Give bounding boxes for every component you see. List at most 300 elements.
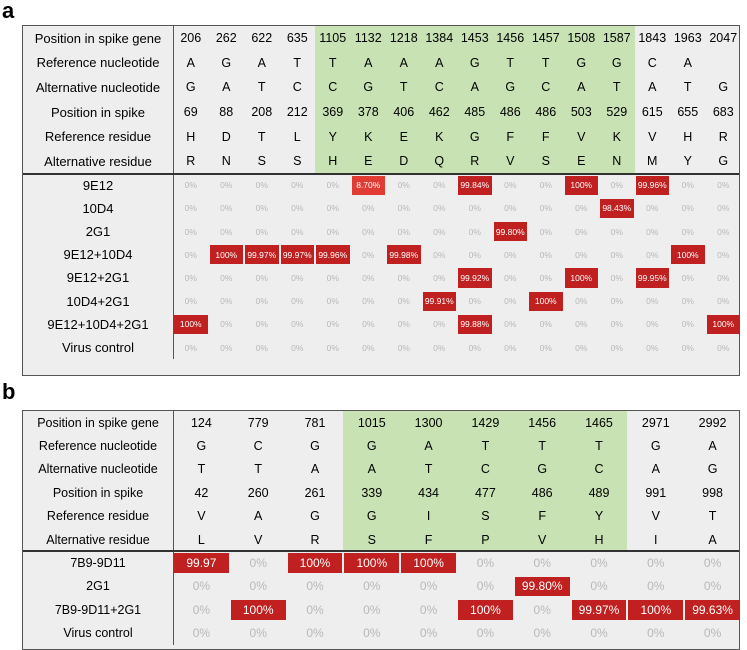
mutation-frequency-cell: 100%	[570, 272, 593, 283]
zero-frequency-cell: 0%	[539, 319, 552, 330]
header-cell: 206	[180, 31, 202, 46]
zero-frequency-cell: 0%	[646, 203, 659, 214]
header-cell: C	[253, 439, 263, 454]
zero-frequency-cell: 0%	[220, 203, 233, 214]
zero-frequency-cell: 0%	[255, 319, 268, 330]
mutation-frequency-cell: 99.80%	[495, 226, 525, 237]
zero-frequency-cell: 0%	[363, 602, 381, 617]
zero-frequency-cell: 0%	[397, 342, 410, 353]
zero-frequency-cell: 0%	[192, 579, 211, 594]
zero-frequency-cell: 0%	[717, 203, 730, 214]
header-cell: A	[577, 80, 586, 95]
mutation-frequency-cell: 100%	[242, 602, 274, 617]
zero-frequency-cell: 0%	[533, 626, 551, 641]
header-cell: C	[434, 80, 444, 95]
header-cell: V	[651, 509, 660, 524]
header-cell: T	[399, 80, 408, 95]
header-cell: A	[424, 439, 433, 454]
zero-frequency-cell: 0%	[306, 579, 324, 594]
zero-frequency-cell: 0%	[326, 342, 339, 353]
header-cell: I	[426, 509, 431, 524]
header-cell: G	[650, 439, 661, 454]
zero-frequency-cell: 0%	[646, 296, 659, 307]
mutation-frequency-cell: 99.80%	[521, 579, 563, 594]
zero-frequency-cell: 0%	[184, 203, 197, 214]
zero-frequency-cell: 0%	[255, 272, 268, 283]
header-cell: 2971	[641, 415, 670, 430]
zero-frequency-cell: 0%	[533, 556, 551, 571]
header-cell: G	[366, 509, 377, 524]
zero-frequency-cell: 0%	[468, 203, 481, 214]
header-cell: T	[257, 80, 266, 95]
row-label: 2G1	[86, 579, 110, 594]
header-cell: V	[538, 532, 547, 547]
zero-frequency-cell: 0%	[362, 272, 375, 283]
zero-frequency-cell: 0%	[468, 342, 481, 353]
header-row-label: Reference nucleotide	[38, 439, 158, 454]
mutation-frequency-cell: 99.97%	[247, 249, 277, 260]
zero-frequency-cell: 0%	[539, 249, 552, 260]
row-label: 10D4+2G1	[66, 293, 130, 309]
header-cell: A	[254, 509, 263, 524]
header-cell: T	[328, 55, 337, 70]
header-cell: R	[718, 129, 728, 144]
header-cell: 486	[531, 485, 553, 500]
header-cell: G	[185, 80, 196, 95]
header-cell: A	[186, 55, 195, 70]
zero-frequency-cell: 0%	[255, 342, 268, 353]
header-cell: G	[611, 55, 622, 70]
header-cell: E	[399, 129, 408, 144]
zero-frequency-cell: 0%	[220, 296, 233, 307]
zero-frequency-cell: 0%	[433, 180, 446, 191]
header-cell: C	[480, 462, 490, 477]
zero-frequency-cell: 0%	[326, 319, 339, 330]
header-cell: T	[506, 55, 515, 70]
header-row-label: Position in spike	[52, 485, 144, 500]
zero-frequency-cell: 0%	[326, 272, 339, 283]
zero-frequency-cell: 0%	[362, 226, 375, 237]
zero-frequency-cell: 0%	[397, 180, 410, 191]
header-cell: T	[197, 462, 206, 477]
zero-frequency-cell: 0%	[504, 272, 517, 283]
mutation-frequency-cell: 99.63%	[692, 602, 733, 617]
header-cell: G	[310, 439, 320, 454]
header-cell: S	[367, 532, 376, 547]
header-cell: 1963	[673, 31, 702, 46]
zero-frequency-cell: 0%	[504, 319, 517, 330]
header-cell: 1300	[414, 415, 443, 430]
header-cell: 406	[393, 105, 415, 120]
zero-frequency-cell: 0%	[291, 203, 304, 214]
zero-frequency-cell: 0%	[539, 272, 552, 283]
header-cell: 998	[702, 485, 724, 500]
header-cell: F	[538, 509, 547, 524]
header-cell: Q	[434, 154, 445, 169]
header-cell: K	[612, 129, 621, 144]
row-label: Virus control	[61, 340, 134, 356]
header-cell: A	[257, 55, 266, 70]
mutation-frequency-cell: 99.95%	[637, 272, 667, 283]
zero-frequency-cell: 0%	[184, 180, 197, 191]
header-cell: R	[310, 532, 320, 547]
mutation-frequency-cell: 100%	[470, 602, 501, 617]
zero-frequency-cell: 0%	[575, 249, 588, 260]
header-cell: T	[481, 439, 490, 454]
row-label: 9E12	[82, 177, 114, 193]
zero-frequency-cell: 0%	[590, 579, 608, 594]
header-cell: N	[612, 154, 622, 169]
header-cell: A	[708, 532, 717, 547]
header-cell: 1429	[471, 415, 500, 430]
zero-frequency-cell: 0%	[291, 319, 304, 330]
header-cell: 1843	[638, 31, 667, 46]
mutation-frequency-cell: 99.96%	[637, 180, 667, 191]
zero-frequency-cell: 0%	[326, 180, 339, 191]
zero-frequency-cell: 0%	[681, 203, 694, 214]
header-cell: 781	[304, 415, 326, 430]
header-cell: V	[506, 154, 515, 169]
zero-frequency-cell: 0%	[717, 272, 730, 283]
zero-frequency-cell: 0%	[255, 180, 268, 191]
header-cell: 1453	[460, 31, 489, 46]
zero-frequency-cell: 0%	[255, 226, 268, 237]
zero-frequency-cell: 0%	[433, 319, 446, 330]
header-cell: S	[293, 154, 302, 169]
header-cell: 1105	[319, 31, 347, 46]
header-cell: V	[577, 129, 586, 144]
zero-frequency-cell: 0%	[397, 296, 410, 307]
header-cell: G	[718, 154, 729, 169]
header-row-label: Reference nucleotide	[36, 55, 160, 71]
zero-frequency-cell: 0%	[249, 556, 267, 571]
zero-frequency-cell: 0%	[476, 556, 495, 571]
zero-frequency-cell: 0%	[419, 579, 438, 594]
header-cell: Y	[594, 509, 604, 524]
zero-frequency-cell: 0%	[184, 342, 197, 353]
header-cell: T	[254, 462, 263, 477]
header-cell: 1218	[389, 31, 418, 46]
zero-frequency-cell: 0%	[575, 319, 588, 330]
zero-frequency-cell: 0%	[590, 556, 608, 571]
header-cell: G	[363, 80, 374, 95]
header-cell: G	[505, 80, 516, 95]
zero-frequency-cell: 0%	[306, 626, 324, 641]
header-cell: H	[328, 154, 338, 169]
header-cell: T	[293, 55, 302, 70]
header-row-label: Reference residue	[46, 509, 150, 524]
header-cell: A	[435, 55, 444, 70]
header-cell: N	[221, 154, 231, 169]
zero-frequency-cell: 0%	[646, 226, 659, 237]
mutation-frequency-cell: 100%	[356, 556, 388, 571]
header-cell: A	[708, 439, 717, 454]
header-cell: 42	[194, 485, 209, 500]
zero-frequency-cell: 0%	[610, 319, 623, 330]
header-cell: K	[435, 129, 444, 144]
header-cell: 503	[570, 105, 592, 120]
mutation-frequency-cell: 100%	[534, 296, 557, 307]
header-cell: 635	[286, 31, 308, 46]
zero-frequency-cell: 0%	[291, 226, 304, 237]
header-cell: L	[293, 129, 301, 144]
zero-frequency-cell: 0%	[681, 180, 694, 191]
mutation-frequency-cell: 99.96%	[318, 249, 348, 260]
header-cell: T	[708, 509, 717, 524]
header-cell: C	[647, 55, 657, 70]
mutation-frequency-cell: 99.91%	[424, 296, 454, 307]
zero-frequency-cell: 0%	[681, 342, 694, 353]
zero-frequency-cell: 0%	[539, 226, 552, 237]
zero-frequency-cell: 0%	[717, 249, 730, 260]
header-cell: I	[654, 532, 658, 547]
header-row-label: Alternative nucleotide	[35, 79, 161, 95]
panel-b-label: b	[2, 379, 16, 404]
zero-frequency-cell: 0%	[220, 319, 233, 330]
zero-frequency-cell: 0%	[539, 342, 552, 353]
header-cell: 369	[322, 105, 344, 120]
header-cell: A	[651, 462, 660, 477]
header-cell: 1015	[357, 415, 386, 430]
header-cell	[706, 51, 742, 76]
header-cell: 1132	[354, 31, 382, 46]
zero-frequency-cell: 0%	[590, 626, 608, 641]
row-label: 9E12+10D4+2G1	[47, 316, 149, 332]
zero-frequency-cell: 0%	[646, 342, 659, 353]
header-cell: R	[186, 154, 196, 169]
zero-frequency-cell: 0%	[397, 272, 410, 283]
header-cell: T	[541, 55, 550, 70]
zero-frequency-cell: 0%	[362, 249, 375, 260]
header-cell: 261	[304, 485, 326, 500]
zero-frequency-cell: 0%	[504, 296, 517, 307]
header-cell: V	[254, 532, 263, 547]
zero-frequency-cell: 0%	[362, 203, 375, 214]
zero-frequency-cell: 0%	[255, 203, 268, 214]
zero-frequency-cell: 0%	[291, 272, 304, 283]
mutation-frequency-cell: 99.97%	[578, 602, 620, 617]
zero-frequency-cell: 0%	[397, 319, 410, 330]
zero-frequency-cell: 0%	[476, 626, 495, 641]
header-cell: 486	[499, 105, 521, 120]
header-cell: S	[481, 509, 490, 524]
header-cell: 88	[219, 105, 234, 120]
zero-frequency-cell: 0%	[363, 626, 381, 641]
header-cell: 208	[251, 105, 273, 120]
header-cell: D	[399, 154, 409, 169]
header-cell: F	[541, 129, 550, 144]
zero-frequency-cell: 0%	[291, 342, 304, 353]
mutation-frequency-cell: 100%	[640, 602, 672, 617]
zero-frequency-cell: 0%	[397, 203, 410, 214]
zero-frequency-cell: 0%	[433, 342, 446, 353]
header-cell: F	[506, 129, 515, 144]
header-cell: G	[718, 80, 729, 95]
header-cell: H	[683, 129, 693, 144]
zero-frequency-cell: 0%	[610, 249, 623, 260]
header-cell: 485	[464, 105, 486, 120]
header-cell: 434	[418, 485, 440, 500]
zero-frequency-cell: 0%	[306, 602, 324, 617]
header-cell: 1456	[528, 415, 557, 430]
zero-frequency-cell: 0%	[192, 626, 211, 641]
header-cell: G	[469, 55, 480, 70]
header-cell: 124	[190, 415, 212, 430]
header-row-label: Alternative residue	[46, 532, 150, 547]
header-cell: R	[470, 154, 480, 169]
zero-frequency-cell: 0%	[646, 249, 659, 260]
mutation-frequency-cell: 100%	[676, 249, 699, 260]
row-label: 10D4	[82, 200, 114, 216]
zero-frequency-cell: 0%	[433, 226, 446, 237]
mutation-frequency-cell: 98.43%	[602, 203, 632, 214]
zero-frequency-cell: 0%	[326, 226, 339, 237]
mutation-frequency-cell: 99.92%	[460, 272, 490, 283]
zero-frequency-cell: 0%	[184, 226, 197, 237]
zero-frequency-cell: 0%	[533, 602, 551, 617]
header-cell: M	[647, 154, 658, 169]
zero-frequency-cell: 0%	[433, 203, 446, 214]
header-row-label: Reference residue	[44, 129, 152, 145]
zero-frequency-cell: 0%	[433, 272, 446, 283]
zero-frequency-cell: 0%	[610, 296, 623, 307]
header-cell: A	[683, 55, 692, 70]
header-cell: C	[541, 80, 551, 95]
header-cell: 262	[215, 31, 237, 46]
zero-frequency-cell: 0%	[575, 226, 588, 237]
zero-frequency-cell: 0%	[220, 342, 233, 353]
header-cell: L	[197, 532, 205, 547]
row-label: 9E12+10D4	[63, 247, 133, 263]
zero-frequency-cell: 0%	[504, 203, 517, 214]
zero-frequency-cell: 0%	[647, 579, 665, 594]
zero-frequency-cell: 0%	[504, 180, 517, 191]
header-cell: D	[221, 129, 231, 144]
mutation-frequency-cell: 100%	[413, 556, 444, 571]
row-label: 7B9-9D11	[70, 556, 126, 571]
zero-frequency-cell: 0%	[220, 272, 233, 283]
header-cell: 339	[361, 485, 383, 500]
row-label: 2G1	[85, 224, 111, 240]
mutation-frequency-cell: 100%	[712, 319, 735, 330]
zero-frequency-cell: 0%	[703, 556, 722, 571]
header-cell: G	[366, 439, 377, 454]
row-label: 9E12+2G1	[66, 270, 130, 286]
header-cell: Y	[683, 154, 692, 169]
zero-frequency-cell: 0%	[419, 602, 438, 617]
zero-frequency-cell: 0%	[468, 226, 481, 237]
header-cell: K	[364, 129, 373, 144]
zero-frequency-cell: 0%	[184, 249, 197, 260]
zero-frequency-cell: 0%	[610, 342, 623, 353]
header-cell: A	[367, 462, 376, 477]
header-cell: 655	[677, 105, 699, 120]
header-cell: E	[364, 154, 373, 169]
header-cell: A	[222, 80, 231, 95]
header-cell: H	[594, 532, 604, 547]
zero-frequency-cell: 0%	[647, 556, 665, 571]
zero-frequency-cell: 0%	[397, 226, 410, 237]
header-cell: S	[541, 154, 550, 169]
zero-frequency-cell: 0%	[220, 226, 233, 237]
zero-frequency-cell: 0%	[184, 272, 197, 283]
header-cell: A	[310, 462, 320, 477]
header-cell: G	[707, 462, 718, 477]
zero-frequency-cell: 0%	[717, 342, 730, 353]
zero-frequency-cell: 0%	[681, 319, 694, 330]
zero-frequency-cell: 0%	[192, 602, 211, 617]
row-label: 7B9-9D11+2G1	[54, 602, 142, 617]
panel-a-table	[22, 25, 740, 376]
panel-a-label: a	[2, 0, 15, 23]
header-cell: T	[595, 439, 603, 454]
header-cell: 1465	[585, 415, 613, 430]
mutation-frequency-cell: 100%	[299, 556, 331, 571]
zero-frequency-cell: 0%	[539, 180, 552, 191]
header-cell: A	[470, 80, 479, 95]
zero-frequency-cell: 0%	[363, 579, 381, 594]
zero-frequency-cell: 0%	[717, 296, 730, 307]
header-cell: V	[648, 129, 657, 144]
header-cell: 615	[641, 105, 663, 120]
mutation-frequency-cell: 99.98%	[389, 249, 419, 260]
header-cell: 378	[357, 105, 379, 120]
mutation-frequency-cell: 99.84%	[460, 180, 490, 191]
header-cell: 1456	[496, 31, 525, 46]
zero-frequency-cell: 0%	[433, 249, 446, 260]
zero-frequency-cell: 0%	[476, 579, 495, 594]
header-cell: Y	[328, 129, 337, 144]
mutation-frequency-cell: 99.97	[186, 556, 217, 571]
header-cell: 529	[606, 105, 628, 120]
zero-frequency-cell: 0%	[419, 626, 438, 641]
zero-frequency-cell: 0%	[681, 226, 694, 237]
zero-frequency-cell: 0%	[610, 180, 623, 191]
header-cell: 212	[286, 105, 308, 120]
header-row-label: Alternative residue	[44, 153, 152, 169]
header-cell: T	[257, 129, 266, 144]
header-row-label: Position in spike gene	[37, 415, 159, 430]
header-cell: G	[196, 439, 207, 454]
header-cell: G	[221, 55, 232, 70]
header-cell: C	[292, 80, 302, 95]
zero-frequency-cell: 0%	[249, 626, 267, 641]
header-cell: A	[399, 55, 408, 70]
zero-frequency-cell: 0%	[291, 296, 304, 307]
zero-frequency-cell: 0%	[717, 180, 730, 191]
header-cell: H	[186, 129, 196, 144]
zero-frequency-cell: 0%	[717, 226, 730, 237]
zero-frequency-cell: 0%	[362, 342, 375, 353]
zero-frequency-cell: 0%	[468, 249, 481, 260]
zero-frequency-cell: 0%	[646, 319, 659, 330]
header-cell: 2047	[709, 31, 738, 46]
zero-frequency-cell: 0%	[539, 203, 552, 214]
zero-frequency-cell: 0%	[681, 296, 694, 307]
zero-frequency-cell: 0%	[362, 296, 375, 307]
header-cell: 260	[247, 485, 269, 500]
header-cell: 69	[183, 105, 198, 120]
header-cell: 462	[428, 105, 450, 120]
header-cell: 1457	[531, 31, 560, 46]
mutation-frequency-cell: 99.88%	[460, 319, 490, 330]
header-cell: 1384	[425, 31, 454, 46]
header-cell: 1587	[602, 31, 631, 46]
header-cell: 991	[645, 485, 667, 500]
header-cell: T	[612, 80, 621, 95]
header-cell: T	[538, 439, 547, 454]
zero-frequency-cell: 0%	[326, 296, 339, 307]
